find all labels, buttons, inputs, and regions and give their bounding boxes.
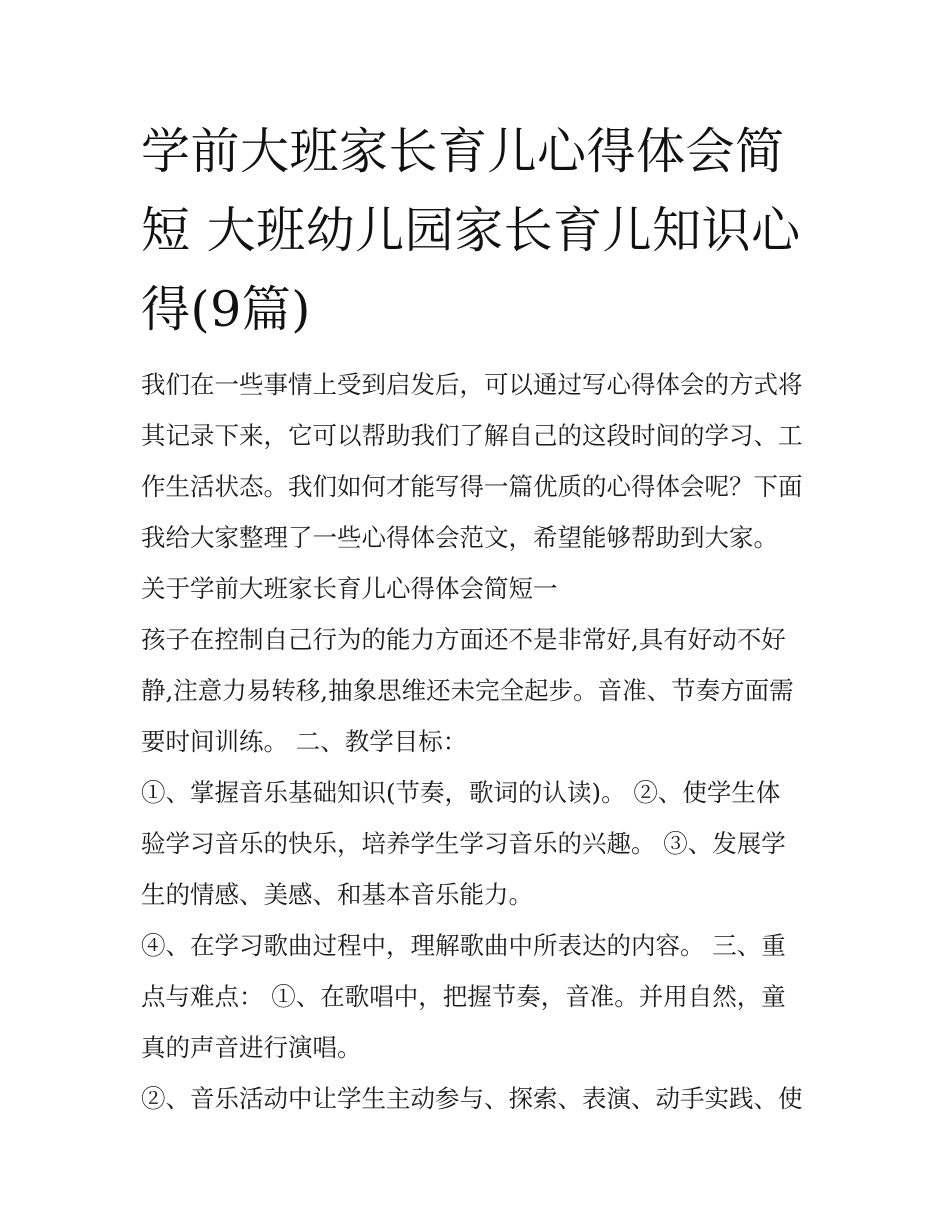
text-line: 作生活状态。我们如何才能写得一篇优质的心得体会呢？下面 xyxy=(141,472,803,501)
document-body xyxy=(141,359,821,1124)
title-line: 学前大班家长育儿心得体会简 xyxy=(141,123,785,180)
text-line: 我给大家整理了一些心得体会范文，希望能够帮助到大家。 xyxy=(141,523,778,552)
document-page xyxy=(141,112,821,1124)
text-line: 生的情感、美感、和基本音乐能力。 xyxy=(141,880,533,909)
title-line: 得(9篇) xyxy=(141,281,311,338)
text-line: ④、在学习歌曲过程中，理解歌曲中所表达的内容。 三、重 xyxy=(141,931,786,960)
text-line: 要时间训练。 二、教学目标： xyxy=(141,727,468,756)
text-line: 孩子在控制自己行为的能力方面还不是非常好,具有好动不好 xyxy=(141,625,786,654)
text-line: ①、掌握音乐基础知识(节奏，歌词的认读)。 ②、使学生体 xyxy=(141,778,781,807)
text-line: 点与难点： ①、在歌唱中，把握节奏，音准。并用自然，童 xyxy=(141,982,786,1011)
intro-paragraph xyxy=(141,359,821,563)
title-line: 短 大班幼儿园家长育儿知识心 xyxy=(141,202,801,259)
section-body xyxy=(141,614,821,1124)
section-heading: 关于学前大班家长育儿心得体会简短一 xyxy=(141,574,558,603)
text-line: 验学习音乐的快乐，培养学生学习音乐的兴趣。 ③、发展学 xyxy=(141,829,786,858)
text-line: 其记录下来，它可以帮助我们了解自己的这段时间的学习、工 xyxy=(141,421,803,450)
text-line: 我们在一些事情上受到启发后，可以通过写心得体会的方式将 xyxy=(141,370,803,399)
text-line: 静,注意力易转移,抽象思维还未完全起步。音准、节奏方面需 xyxy=(141,676,794,705)
text-line: 真的声音进行演唱。 xyxy=(141,1033,362,1062)
text-line: ②、音乐活动中让学生主动参与、探索、表演、动手实践、使 xyxy=(141,1084,803,1113)
document-title xyxy=(141,112,821,349)
